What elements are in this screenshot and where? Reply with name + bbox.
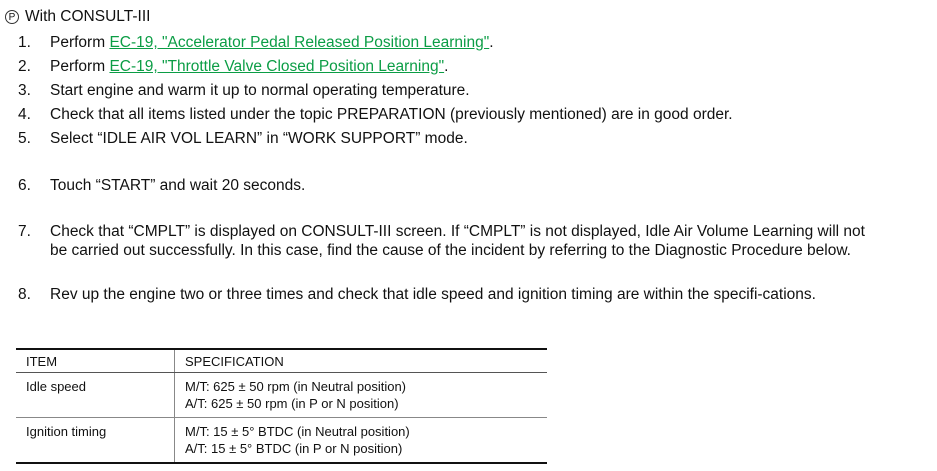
table-header-row: [16, 349, 547, 373]
step-text: Start engine and warm it up to normal operating temperature.: [50, 82, 470, 99]
step-text: Rev up the engine two or three times and check that idle speed and ignition timing are within the specifi-cations.: [50, 286, 816, 303]
table-row: [16, 418, 547, 464]
step-text: Select “IDLE AIR VOL LEARN” in “WORK SUPPORT” mode.: [50, 130, 468, 147]
spec-cell: [175, 373, 548, 418]
spec-line-mt: M/T: 15 ± 5° BTDC (in Neutral position): [185, 424, 410, 439]
step-text: Perform: [50, 34, 110, 51]
p-circle-icon: P: [5, 10, 19, 24]
step-number: 5.: [18, 130, 31, 147]
step-text: Touch “START” and wait 20 seconds.: [50, 177, 306, 194]
step-4: [18, 105, 870, 124]
step-8: [18, 285, 870, 304]
step-3: [18, 81, 870, 100]
step-2: [18, 57, 870, 76]
step-number: 2.: [18, 58, 31, 75]
accelerator-pedal-learning-link[interactable]: EC-19, "Accelerator Pedal Released Position Learning": [109, 34, 490, 51]
step-5: [18, 129, 870, 148]
step-number: 6.: [18, 177, 31, 194]
spec-line-at: A/T: 15 ± 5° BTDC (in P or N position): [185, 441, 403, 456]
item-cell: Idle speed: [16, 373, 175, 418]
step-number: 1.: [18, 34, 31, 51]
step-7: [18, 222, 870, 260]
step-text: Perform: [50, 58, 110, 75]
step-text: Check that “CMPLT” is displayed on CONSULT-III screen. If “CMPLT” is not displayed, Idle Air Volume Learning will not be carried out successfully. In this case, find the cause of the incident by referring to the Diagnostic Procedure below.: [50, 223, 865, 259]
column-header-specification: SPECIFICATION: [175, 349, 548, 373]
specification-table: [16, 348, 547, 464]
spec-line-at: A/T: 625 ± 50 rpm (in P or N position): [185, 396, 399, 411]
table-row: [16, 373, 547, 418]
step-suffix: .: [444, 58, 449, 75]
spec-line-mt: M/T: 625 ± 50 rpm (in Neutral position): [185, 379, 406, 394]
step-number: 8.: [18, 286, 31, 303]
step-6: [18, 176, 870, 195]
step-suffix: .: [489, 34, 494, 51]
step-number: 3.: [18, 82, 31, 99]
spec-cell: [175, 418, 548, 464]
step-number: 4.: [18, 106, 31, 123]
throttle-valve-learning-link[interactable]: EC-19, "Throttle Valve Closed Position Learning": [109, 58, 445, 75]
step-1: [18, 33, 870, 52]
step-number: 7.: [18, 223, 31, 240]
section-header: [5, 8, 150, 26]
section-title: With CONSULT-III: [25, 8, 151, 25]
column-header-item: ITEM: [16, 349, 175, 373]
step-text: Check that all items listed under the topic PREPARATION (previously mentioned) are in good order.: [50, 106, 733, 123]
item-cell: Ignition timing: [16, 418, 175, 464]
